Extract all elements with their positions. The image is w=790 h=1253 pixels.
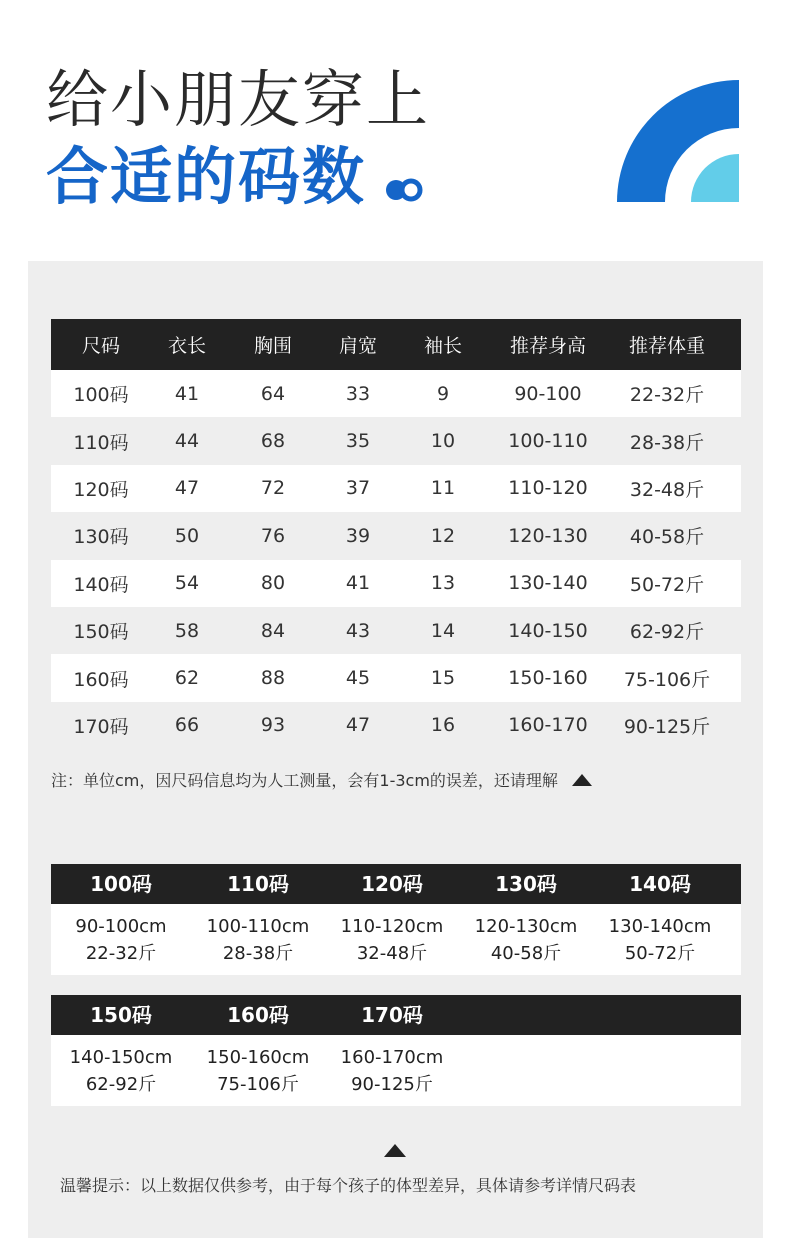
table-cell: 28-38斤: [629, 431, 705, 454]
size-label: 130码: [495, 871, 557, 896]
weight-range: 90-125斤: [351, 1073, 433, 1095]
table-cell: 35: [345, 430, 371, 453]
size-spec: [191, 1044, 325, 1098]
table-cell: 66: [174, 714, 200, 737]
height-range: 160-170cm: [340, 1046, 444, 1068]
table-cell: 75-106斤: [623, 668, 711, 691]
table-cell: 40-58斤: [629, 526, 705, 549]
table-cell: 72: [260, 477, 286, 500]
table-cell: 100码: [73, 384, 129, 407]
table-cell: 54: [174, 572, 200, 595]
table-cell: 160-170: [508, 714, 588, 737]
table-cell: 130-140: [508, 572, 588, 595]
table-cell: 58: [174, 619, 200, 642]
size-spec: [51, 1044, 191, 1098]
height-range: 100-110cm: [206, 915, 310, 937]
table-cell: 76: [260, 524, 286, 547]
table-cell: 47: [174, 477, 200, 500]
quarter-circle-deco: [617, 80, 739, 202]
table-cell: 22-32斤: [629, 384, 705, 407]
table-cell: 140-150: [508, 619, 588, 642]
page-title-line1: 给小朋友穿上: [46, 63, 431, 136]
size-guide-body: [51, 904, 741, 975]
column-header: 尺码: [81, 335, 120, 357]
table-row: [51, 607, 741, 654]
table-cell: 44: [174, 430, 200, 453]
table-cell: 13: [430, 572, 456, 595]
table-cell: 110-120: [508, 477, 588, 500]
table-cell: 50-72斤: [629, 573, 705, 596]
size-table: [51, 319, 741, 749]
table-cell: 41: [345, 572, 371, 595]
size-table-header: [51, 319, 741, 370]
column-header: 推荐身高: [509, 335, 586, 357]
table-row: [51, 370, 741, 417]
size-guide-block-2: [51, 995, 741, 1106]
table-cell: 11: [430, 477, 456, 500]
table-cell: 110码: [73, 431, 129, 454]
table-row: [51, 702, 741, 749]
height-range: 120-130cm: [474, 915, 578, 937]
column-header: 胸围: [253, 335, 292, 357]
table-row: [51, 654, 741, 701]
size-table-body: [51, 370, 741, 749]
weight-range: 50-72斤: [624, 942, 696, 964]
weight-range: 75-106斤: [217, 1073, 299, 1095]
weight-range: 62-92斤: [85, 1073, 157, 1095]
column-header: 推荐体重: [628, 335, 705, 357]
size-label: 160码: [227, 1002, 289, 1027]
triangle-up-icon: [384, 1144, 406, 1157]
table-row: [51, 465, 741, 512]
weight-range: 28-38斤: [222, 942, 294, 964]
height-range: 150-160cm: [206, 1046, 310, 1068]
table-cell: 10: [430, 430, 456, 453]
table-cell: 15: [430, 667, 456, 690]
table-cell: 14: [430, 619, 456, 642]
table-cell: 150码: [73, 621, 129, 644]
table-cell: 9: [436, 382, 450, 405]
size-guide-header: [51, 995, 741, 1035]
size-spec: [325, 1044, 459, 1098]
table-row: [51, 417, 741, 464]
table-row: [51, 560, 741, 607]
table-cell: 39: [345, 524, 371, 547]
size-label: 150码: [90, 1002, 152, 1027]
column-header: 肩宽: [338, 335, 377, 357]
table-cell: 160码: [73, 668, 129, 691]
table-cell: 47: [345, 714, 371, 737]
table-cell: 90-125斤: [623, 715, 711, 738]
table-cell: 84: [260, 619, 286, 642]
table-cell: 62: [174, 667, 200, 690]
size-spec: [459, 913, 593, 967]
table-cell: 37: [345, 477, 371, 500]
table-cell: 41: [174, 382, 200, 405]
size-label: 120码: [361, 871, 423, 896]
weight-range: 40-58斤: [490, 942, 562, 964]
size-guide-block-1: [51, 864, 741, 975]
table-cell: 150-160: [508, 667, 588, 690]
size-spec: [51, 913, 191, 967]
table-cell: 93: [260, 714, 286, 737]
table-cell: 50: [174, 524, 200, 547]
table-cell: 32-48斤: [629, 478, 705, 501]
table-row: [51, 512, 741, 559]
table-cell: 130码: [73, 526, 129, 549]
note-text: 注：单位cm，因尺码信息均为人工测量，会有1-3cm的误差，还请理解: [51, 771, 558, 790]
triangle-up-icon: [572, 774, 592, 786]
table-cell: 33: [345, 382, 371, 405]
table-cell: 170码: [73, 715, 129, 738]
height-range: 140-150cm: [69, 1046, 173, 1068]
size-label: 100码: [90, 871, 152, 896]
table-cell: 16: [430, 714, 456, 737]
size-spec: [593, 913, 727, 967]
page-title-line2: 合适的码数: [46, 140, 367, 213]
table-cell: 120-130: [508, 524, 588, 547]
size-guide-body: [51, 1035, 741, 1106]
table-cell: 80: [260, 572, 286, 595]
height-range: 130-140cm: [608, 915, 712, 937]
table-cell: 64: [260, 382, 286, 405]
size-spec: [325, 913, 459, 967]
table-cell: 120码: [73, 478, 129, 501]
warm-tip: 温馨提示：以上数据仅供参考，由于每个孩子的体型差异，具体请参考详情尺码表: [60, 1176, 637, 1195]
table-cell: 90-100: [514, 382, 582, 405]
weight-range: 32-48斤: [356, 942, 428, 964]
height-range: 90-100cm: [75, 915, 167, 937]
table-cell: 12: [430, 524, 456, 547]
size-label: 170码: [361, 1002, 423, 1027]
measurement-note: [51, 769, 592, 793]
table-cell: 100-110: [508, 430, 588, 453]
table-cell: 68: [260, 430, 286, 453]
size-guide-header: [51, 864, 741, 904]
weight-range: 22-32斤: [85, 942, 157, 964]
column-header: 衣长: [167, 335, 206, 357]
size-label: 110码: [227, 871, 289, 896]
table-cell: 140码: [73, 573, 129, 596]
table-cell: 43: [345, 619, 371, 642]
table-cell: 88: [260, 667, 286, 690]
height-range: 110-120cm: [340, 915, 444, 937]
size-label: 140码: [629, 871, 691, 896]
column-header: 袖长: [423, 335, 462, 357]
size-spec: [191, 913, 325, 967]
double-circle-icon: [384, 178, 424, 202]
table-cell: 62-92斤: [629, 621, 705, 644]
table-cell: 45: [345, 667, 371, 690]
